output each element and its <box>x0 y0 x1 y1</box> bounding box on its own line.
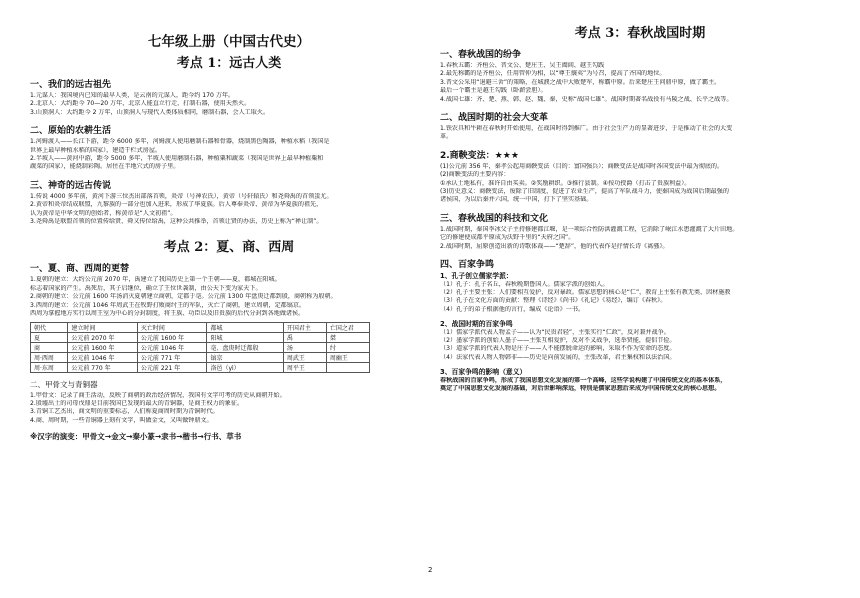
subsection-heading: 1、孔子创立儒家学派： <box>440 272 513 281</box>
section-farming-heading: 二、原始的农耕生活 <box>30 126 112 137</box>
text-line: 3.青铜工艺杰出，商文明的重要标志，人们称夏商周时期为青铜时代。 <box>30 408 219 416</box>
table-cell: 禹 <box>283 332 326 342</box>
table-cell: 洛邑（yì） <box>207 362 283 372</box>
table-header-cell: 都城 <box>207 322 283 332</box>
section-reform-heading: 二、战国时期的社会大变革 <box>440 113 549 124</box>
table-cell: 纣 <box>326 342 369 352</box>
section-shangyang-heading: 2.商鞅变法：★★★ <box>440 150 519 161</box>
text-line: 2.殷墟出土的司母戊鼎是目前我国已发现的最大的青铜器，是商王权力的象征。 <box>30 399 244 407</box>
doc-title: 七年级上册（中国古代史） <box>148 34 310 50</box>
text-line: （4）孔子的弟子根据他的言行，编成《论语》一书。 <box>440 305 585 313</box>
text-line: 西周为掌握地方实行以周王室为中心的分封制度，将王族、功臣以及旧贵族的后代分封到各地做诸侯。 <box>30 310 305 318</box>
text-line: 蔬菜的国家），能烧制彩陶。居住在半地穴式的房子里。 <box>30 163 180 171</box>
text-line: (3)历史意义：商鞅变法，废除了旧制度，促进了农业生产，提高了军队战斗力，使秦国成为战国后期最强的 <box>440 188 729 196</box>
topic1-title: 考点 1：远古人类 <box>176 56 282 71</box>
text-line: 3.晋文公采用“退避三舍”的策略，在城濮之战中大败楚军，称霸中原。后来楚庄王问鼎中原，做了霸主。 <box>440 78 721 86</box>
section-hundred-schools-heading: 四、百家争鸣 <box>440 260 495 271</box>
text-line: 3.山顶洞人：大约距今 2 万年，山顶洞人与现代人类体质相同，磨制石器，会人工取火。 <box>30 108 270 116</box>
table-cell: 汤 <box>283 342 326 352</box>
section-dynasties-heading: 一、夏、商、西周的更替 <box>30 264 130 275</box>
text-line: 2.最先称霸的是齐桓公，任用管仲为相，以“尊王攘夷”为号召，提高了齐国的地位。 <box>440 70 666 78</box>
text-line: 4.商、周时期，一些青铜器上刻有文字，叫做金文，又叫做钟鼎文。 <box>30 416 213 424</box>
text-line: 认为黄帝是中华文明的创始者，称黄帝是“人文初祖”。 <box>30 209 177 217</box>
subsection-heading: 2、战国时期的百家争鸣 <box>440 320 513 329</box>
table-cell: 周平王 <box>283 362 326 372</box>
table-cell: 桀 <box>326 332 369 342</box>
text-line: （3）孔子在文化方面的贡献：整理《诗经》《尚书》《礼记》《易经》，编订《春秋》。 <box>440 297 667 305</box>
text-line: 1.夏朝的建立：大约公元前 2070 年，禹建立了我国历史上第一个王朝——夏，都城在阳城。 <box>30 276 281 284</box>
table-header-cell: 朝代 <box>31 322 68 332</box>
table-header-cell: 亡国之君 <box>326 322 369 332</box>
text-line: 1.春秋五霸：齐桓公、晋文公、楚庄王、吴王阖闾、越王勾践 <box>440 62 605 69</box>
text-line: 2.商朝的建立：公元前 1600 年汤消灭夏朝建立商朝，定都于亳。公元前 1300 年盘庚迁都到殷，商朝称为殷朝。 <box>30 293 337 301</box>
table-header-row <box>31 322 370 332</box>
text-line: 春秋战国的百家争鸣，形成了我国思想文化发展的第一个高峰，这些学说构建了中国传统文化的基本体系， <box>440 376 727 384</box>
table-cell: 公元前 770 年 <box>68 362 138 372</box>
text-line: 诸侯国，为以后秦并六国，统一中国，打下了坚实基础。 <box>440 196 593 204</box>
table-header-cell: 开国君主 <box>283 322 326 332</box>
left-column <box>30 18 428 442</box>
table-row <box>31 352 370 362</box>
table-row <box>31 332 370 342</box>
topic3-title: 考点 3：春秋战国时期 <box>574 26 706 41</box>
table-cell: 亳、盘庚时迁都殷 <box>207 342 283 352</box>
table-cell <box>326 362 369 372</box>
text-line: （1）孔子：孔子名丘，春秋晚期鲁国人。儒家学派的创始人。 <box>440 280 609 288</box>
text-line: 1.传说 4000 多年前，黄河下游三位杰出部落首领，炎帝（号神农氏），黄帝（号轩辕氏）和尧舜禹的首领蚩尤。 <box>30 192 333 200</box>
text-line: 最后一个霸主是越王勾践（卧薪尝胆）。 <box>440 87 547 95</box>
table-row <box>31 342 370 352</box>
section-bronze-heading: 二、甲骨文与青铜器 <box>30 379 98 389</box>
dynasty-table <box>30 322 370 373</box>
table-cell: 公元前 2070 年 <box>68 332 138 342</box>
table-cell: 周武王 <box>283 352 326 362</box>
text-line: （3）道家学派的代表人物是庄子——人不能摆脱命运的影响，采取不作为安命的态度。 <box>440 345 676 353</box>
text-line: 2.北京人：大约距今 70—20 万年，北京人能直立行走，打制石器，使用天然火。 <box>30 100 251 108</box>
text-line: 1.元谋人：我国境内已知的最早人类，是云南的元谋人，距今约 170 万年。 <box>30 92 235 99</box>
table-cell: 公元前 771 年 <box>137 352 207 362</box>
right-column <box>440 18 840 393</box>
text-line: 2.黄帝和炎帝结成联盟，九黎族的一部分也加入进来，形成了华夏族。后人尊奉炎帝、黄帝为华夏族的祖先， <box>30 201 323 209</box>
page-number: 2 <box>428 566 433 574</box>
text-line: 奠定了中国思想文化发展的基础，对后世影响深远，特别是儒家思想后来成为中国传统文化的核心思想。 <box>440 384 721 392</box>
text-line: 3.西周的建立：公元前 1046 年周武王在牧野打败商纣王的军队，灭亡了商朝，建立周朝，定都镐京。 <box>30 301 306 309</box>
text-line: 1.铁农具和牛耕在春秋时开始使用，在战国时得到推广。由于社会生产力的显著进步，于是推动了社会的大变 <box>440 125 733 133</box>
table-header-cell: 灭亡时间 <box>137 322 207 332</box>
text-line: 世界上最早种植水稻的国家），建造干栏式房屋。 <box>30 146 162 154</box>
text-line: 革。 <box>440 133 453 141</box>
text-line: 标志着国家的产生。禹死后，其子启继位，确立了王位世袭制，由公天下变为家天下。 <box>30 284 262 292</box>
text-line: 1.河姆渡人——长江下游，距今 6000 多年，河姆渡人使用磨制石器和骨器，烧制黑色陶器，种植水稻（我国是 <box>30 138 330 146</box>
section-disputes-heading: 一、春秋战国的纷争 <box>440 50 522 60</box>
table-row <box>31 362 370 372</box>
text-line: （2）孔子主要主张：人们要相互爱护，反对暴政。儒家思想的核心是“仁”，教育上主张有教无类、因材施教 <box>440 288 731 296</box>
text-line: 4.战国七雄：齐、楚、燕、韩、赵、魏、秦，史称“战国七雄”。战国时期著名战役有马陵之战、长平之战等。 <box>440 95 733 103</box>
table-cell: 周幽王 <box>326 352 369 362</box>
table-cell: 商 <box>31 342 68 352</box>
section-legends-heading: 三、神奇的远古传说 <box>30 180 112 191</box>
topic2-title: 考点 2：夏、商、西周 <box>163 240 295 256</box>
table-cell: 周·西周 <box>31 352 68 362</box>
table-cell: 公元前 1046 年 <box>68 352 138 362</box>
text-line: 2.战国时期，屈原创造出新的诗歌体裁——“楚辞”，他的代表作是抒情长诗《离骚》。 <box>440 242 669 250</box>
text-line: （4）法家代表人物人物韩非——历史是向前发展的，主张改革，君主集权和以法治国。 <box>440 353 676 361</box>
text-line: (2)商鞅变法的主要内容： <box>440 171 510 179</box>
text-line: 3.尧舜禹是联盟首领的位置传给贤、舜又传位给禹，这种公共推举，首领让贤的办法，历史上称为“禅让制”。 <box>30 218 323 226</box>
table-cell: 夏 <box>31 332 68 342</box>
table-cell: 公元前 1600 年 <box>137 332 207 342</box>
section-ancestors-heading: 一、我们的远古祖先 <box>30 80 112 90</box>
text-line: ①承认土地私有，准许自由买卖。②奖励耕织。③推行县制。④按功授爵（打击了贵族利益）。 <box>440 179 691 187</box>
table-cell: 镐京 <box>207 352 283 362</box>
table-cell: 周·东周 <box>31 362 68 372</box>
table-cell: 公元前 221 年 <box>137 362 207 372</box>
text-line: （2）墨家学派的创始人墨子——主张互相爱护，反对不义战争，选举贤能，提倡节俭。 <box>440 336 676 344</box>
table-cell: 公元前 1600 年 <box>68 342 138 352</box>
text-line: 1.战国时期，秦国李冰父子主持修建都江堰，是一项综合性防洪灌溉工程，它消除了岷江水患灌溉了大片田地。 <box>440 225 739 233</box>
subsection-heading: 3、百家争鸣的影响（意义） <box>440 368 527 377</box>
section-culture-heading: 三、春秋战国的科技和文化 <box>440 213 549 224</box>
text-line: 1.甲骨文：记录了商王活动，反映了商朝的政治经济情况，我国有文字可考的历史从商朝开始。 <box>30 391 286 399</box>
table-cell: 阳城 <box>207 332 283 342</box>
text-line: (1)公元前 356 年，秦孝公起用商鞅变法（目的：富国强兵）；商鞅变法是战国时各国变法中最为彻底的。 <box>440 162 724 170</box>
text-line: 它的修建使成都平原成为沃野千里的“天府之国”。 <box>440 234 575 242</box>
footnote-characters: ※汉字的演变：甲骨文→金文→秦小篆→隶书→楷书→行书、草书 <box>30 432 242 442</box>
table-header-cell: 建立时间 <box>68 322 138 332</box>
text-line: （1）儒家学派代表人物孟子——认为“民贵君轻”，主张实行“仁政”，反对兼并战争。 <box>440 328 670 336</box>
table-cell: 公元前 1046 年 <box>137 342 207 352</box>
text-line: 2.半坡人——黄河中游，距今 5000 多年，半坡人使用磨制石器，种植粟和蔬菜（我国是世界上最早种植粟和 <box>30 155 324 163</box>
